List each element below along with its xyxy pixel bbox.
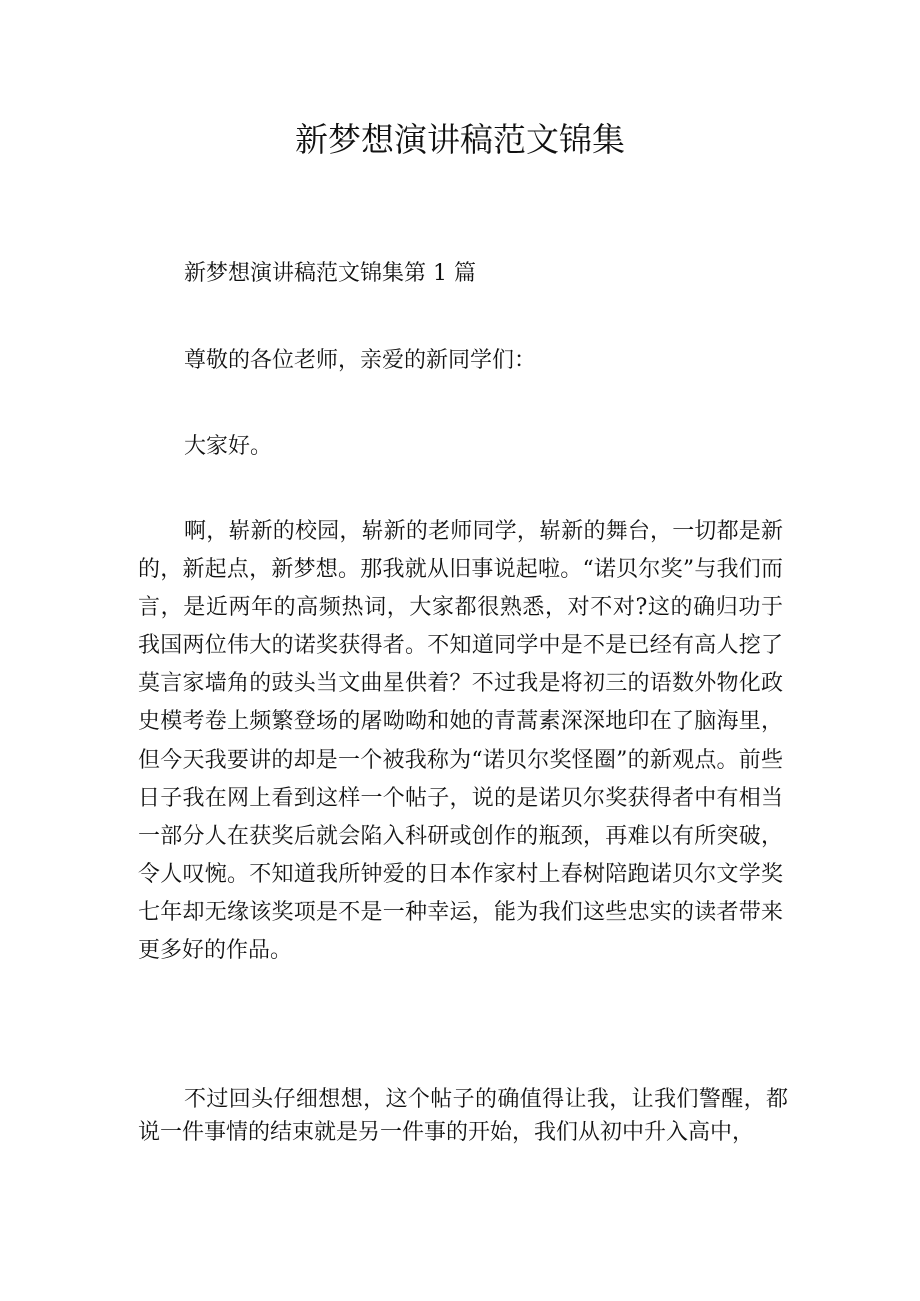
body-paragraph: 啊，崭新的校园，崭新的老师同学，崭新的舞台，一切都是新的，新起点，新梦想。那我就从旧事说起啦。“诺贝尔奖”与我们而言，是近两年的高频热词，大家都很熟悉，对不对?这的确归功于我国两位伟大的诺奖获得者。不知道同学中是不是已经有高人挖了莫言家墙角的豉头当文曲星供着？不过我是将初三的语数外物化政史模考卷上频繁登场的屠呦呦和她的青蒿素深深地印在了脑海里，但今天我要讲的却是一个被我称为“诺贝尔奖怪圈”的新观点。前些日子我在网上看到这样一个帖子，说的是诺贝尔奖获得者中有相当一部分人在获奖后就会陷入科研或创作的瓶颈，再难以有所突破，令人叹惋。不知道我所钟爱的日本作家村上春树陪跑诺贝尔文学奖七年却无缘该奖项是不是一种幸运，能为我们这些忠实的读者带来更多好的作品。 bbox=[138, 519, 783, 964]
greeting: 大家好。 bbox=[184, 434, 273, 459]
section-heading: 新梦想演讲稿范文锦集第 1 篇 bbox=[184, 261, 476, 286]
document-title: 新梦想演讲稿范文锦集 bbox=[295, 120, 625, 159]
salutation: 尊敬的各位老师，亲爱的新同学们： bbox=[184, 348, 537, 373]
body-paragraph: 不过回头仔细想想，这个帖子的确值得让我，让我们警醒，都说一件事情的结束就是另一件事的开始，我们从初中升入高中， bbox=[138, 1087, 788, 1145]
